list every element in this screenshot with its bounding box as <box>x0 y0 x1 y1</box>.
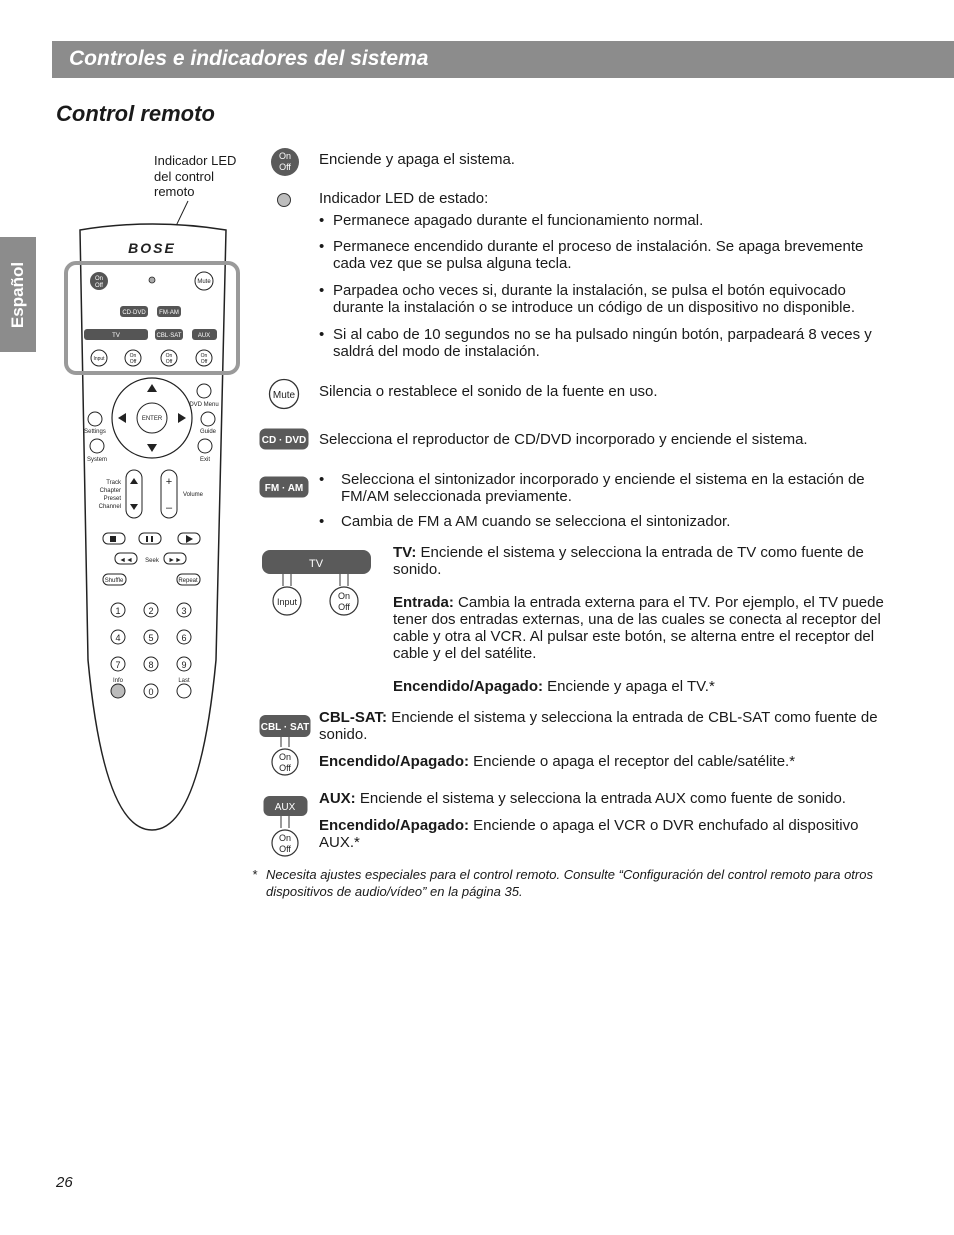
digit-4: 4 <box>115 633 121 643</box>
cblsat-onoff-off-text: Off <box>279 763 291 773</box>
tv-onoff-description <box>393 678 893 695</box>
remote-chapter-label: Chapter <box>99 488 121 494</box>
remote-cbl-off-label: Off <box>165 359 173 365</box>
remote-on-label: On <box>94 276 104 282</box>
remote-tv-label: TV <box>112 333 120 339</box>
entrada-description <box>393 594 893 662</box>
cblsat-buttons-icon <box>259 714 311 778</box>
led-callout-line1: Indicador LED <box>154 153 237 168</box>
aux-onoff-description <box>319 817 894 851</box>
digit-6: 6 <box>181 633 187 643</box>
tv-buttons-icon <box>261 548 373 618</box>
led-bullet-4: • Si al cabo de 10 segundos no se ha pulsado ningún botón, parpadeará 8 veces y saldrá del modo de instalación. <box>319 326 894 360</box>
led-indicator-icon <box>276 192 292 208</box>
remote-led <box>149 277 155 283</box>
tv-onoff-on-text: On <box>337 591 351 601</box>
aux-onoff-off-text: Off <box>279 844 291 854</box>
fmam-bullet-1-text: Selecciona el sintonizador incorporado y enciende el sistema en la estación de FM/AM seleccionada previamente. <box>341 471 865 505</box>
remote-repeat-label: Repeat <box>178 578 198 584</box>
led-bullet-4-text: Si al cabo de 10 segundos no se ha pulsado ningún botón, parpadeará 8 veces y saldrá del modo de instalación. <box>333 326 872 360</box>
aux-buttons-icon <box>263 795 309 859</box>
cddvd-icon-text: CD · DVD <box>261 435 307 446</box>
cddvd-button-icon <box>259 428 309 450</box>
page-number: 26 <box>56 1174 73 1191</box>
onoff-icon-off-text: Off <box>279 162 291 172</box>
remote-settings-button <box>88 412 102 426</box>
language-tab-label: Español <box>8 261 27 328</box>
cblsat-text: Enciende el sistema y selecciona la entrada de CBL-SAT como fuente de sonido. <box>319 709 878 743</box>
led-callout-line2: del control <box>154 169 214 184</box>
remote-off-label: Off <box>95 283 103 289</box>
led-bullet-1: • Permanece apagado durante el funcionamiento normal. <box>319 212 894 229</box>
remote-shuffle-label: Shuffle <box>104 578 124 584</box>
fmam-bullet-2: • Cambia de FM a AM cuando se selecciona el sintonizador. <box>319 513 894 530</box>
aux-icon-text: AUX <box>274 802 296 813</box>
cblsat-onoff-description <box>319 753 894 770</box>
cblsat-label: CBL-SAT: <box>319 709 388 726</box>
digit-8: 8 <box>148 660 154 670</box>
tv-text: Enciende el sistema y selecciona la entrada de TV como fuente de sonido. <box>393 544 864 578</box>
remote-channel-label: Channel <box>98 504 121 510</box>
volume-plus-icon: + <box>165 476 173 488</box>
led-bullet-2-text: Permanece encendido durante el proceso de instalación. Se apaga brevemente cada vez que se pulsa alguna tecla. <box>333 238 864 272</box>
aux-text: Enciende el sistema y selecciona la entrada AUX como fuente de sonido. <box>359 790 846 807</box>
remote-cblsat-label: CBL·SAT <box>156 333 182 339</box>
remote-exit-button <box>198 439 212 453</box>
onoff-description: Enciende y apaga el sistema. <box>319 151 515 168</box>
remote-guide-button <box>201 412 215 426</box>
remote-track-label: Track <box>106 480 121 486</box>
stop-icon <box>110 536 116 542</box>
digit-5: 5 <box>148 633 154 643</box>
language-tab <box>0 237 36 352</box>
section-header-bar <box>52 41 954 78</box>
mute-icon-text: Mute <box>272 390 296 401</box>
remote-guide-label: Guide <box>199 429 217 435</box>
remote-cddvd-label: CD·DVD <box>122 310 146 316</box>
fmam-button-icon <box>259 476 309 498</box>
entrada-label: Entrada: <box>393 594 454 611</box>
remote-last-button <box>177 684 191 698</box>
section-header-title: Controles e indicadores del sistema <box>69 47 429 70</box>
led-bullet-2: • Permanece encendido durante el proceso de instalación. Se apaga brevemente cada vez que se pulsa alguna tecla. <box>319 238 894 272</box>
remote-info-button <box>111 684 125 698</box>
pause-icon <box>146 536 148 542</box>
tv-icon-text: TV <box>308 558 324 570</box>
remote-tv-off-label: Off <box>129 359 137 365</box>
led-bullet-1-text: Permanece apagado durante el funcionamiento normal. <box>333 212 704 229</box>
seek-back-icon: ◄◄ <box>119 557 133 564</box>
led-bullet-3-text: Parpadea ocho veces si, durante la instalación, se pulsa el botón equivocado durante la instalación o se introduce un código de un dispositivo no disponible. <box>333 282 856 316</box>
aux-onoff-label: Encendido/Apagado: <box>319 817 469 834</box>
led-title: Indicador LED de estado: <box>319 190 489 207</box>
remote-cbl-on-label: On <box>165 353 173 359</box>
aux-onoff-on-text: On <box>278 833 292 843</box>
fmam-bullet-2-text: Cambia de FM a AM cuando se selecciona el sintonizador. <box>341 513 731 530</box>
cblsat-icon-text: CBL · SAT <box>260 722 310 733</box>
input-icon-text: Input <box>276 597 298 607</box>
tv-description <box>393 544 893 578</box>
tv-onoff-label: Encendido/Apagado: <box>393 678 543 695</box>
led-callout-line3: remoto <box>154 184 195 199</box>
remote-aux-label: AUX <box>197 333 211 339</box>
aux-label: AUX: <box>319 790 356 807</box>
fmam-icon-text: FM · AM <box>264 483 304 494</box>
footnote-marker: * <box>252 867 258 882</box>
tv-label: TV: <box>393 544 417 561</box>
remote-last-label: Last <box>178 678 190 684</box>
remote-preset-label: Preset <box>103 496 121 502</box>
page-title: Control remoto <box>56 101 215 126</box>
volume-minus-icon: – <box>165 502 173 514</box>
footnote-text: Necesita ajustes especiales para el control remoto. Consulte “Configuración del control remoto para otros dispositivos de audio/vídeo” en la página 35. <box>266 867 873 899</box>
mute-button-icon <box>268 378 300 410</box>
remote-body <box>80 224 226 830</box>
remote-system-label: System <box>86 457 108 463</box>
mute-description: Silencia o restablece el sonido de la fuente en uso. <box>319 383 658 400</box>
remote-aux-on-label: On <box>200 353 208 359</box>
cddvd-description: Selecciona el reproductor de CD/DVD incorporado y enciende el sistema. <box>319 431 808 448</box>
remote-pause-button <box>139 533 161 544</box>
remote-dvd-menu-label: DVD Menu <box>189 402 219 408</box>
remote-mute-label: Mute <box>197 279 211 285</box>
tv-onoff-off-text: Off <box>338 602 350 612</box>
remote-channel-rocker <box>126 470 142 518</box>
remote-info-label: Info <box>112 678 124 684</box>
remote-dvd-menu-button <box>197 384 211 398</box>
remote-aux-off-label: Off <box>200 359 208 365</box>
aux-onoff-text: Enciende o apaga el VCR o DVR enchufado al dispositivo AUX.* <box>319 817 859 851</box>
bose-logo: BOSE <box>128 240 176 256</box>
fmam-bullet-1: • Selecciona el sintonizador incorporado y enciende el sistema en la estación de FM/AM seleccionada previamente. <box>319 471 894 505</box>
aux-description <box>319 790 894 807</box>
remote-settings-label: Settings <box>84 429 106 435</box>
onoff-icon-on-text: On <box>278 151 292 161</box>
onoff-button-icon <box>270 147 300 177</box>
digit-3: 3 <box>181 606 187 616</box>
seek-forward-icon: ►► <box>168 557 182 564</box>
cblsat-onoff-text: Enciende o apaga el receptor del cable/satélite.* <box>473 753 796 770</box>
cblsat-description <box>319 709 894 743</box>
remote-exit-label: Exit <box>199 457 211 463</box>
led-bullet-3: • Parpadea ocho veces si, durante la instalación, se pulsa el botón equivocado durante la instalación o se introduce un código de un dispositivo no disponible. <box>319 282 894 316</box>
digit-0: 0 <box>148 687 154 697</box>
remote-input-label: Input <box>93 356 105 362</box>
remote-fmam-label: FM·AM <box>159 310 179 316</box>
tv-onoff-text: Enciende y apaga el TV.* <box>547 678 715 695</box>
remote-tv-on-label: On <box>129 353 137 359</box>
digit-1: 1 <box>115 606 121 616</box>
remote-seek-label: Seek <box>145 558 159 564</box>
remote-system-button <box>90 439 104 453</box>
remote-control-illustration <box>60 148 250 838</box>
digit-2: 2 <box>148 606 154 616</box>
digit-7: 7 <box>115 660 121 670</box>
digit-9: 9 <box>181 660 187 670</box>
entrada-text: Cambia la entrada externa para el TV. Por ejemplo, el TV puede tener dos entradas externas, una de las cuales se conecta al receptor del cable y otra al VCR. Al pulsar este botón, se alterna entre el receptor del cable y el del satélite. <box>393 594 884 662</box>
remote-volume-label: Volume <box>183 492 204 498</box>
cblsat-onoff-label: Encendido/Apagado: <box>319 753 469 770</box>
remote-enter-label: ENTER <box>141 416 163 422</box>
cblsat-onoff-on-text: On <box>278 752 292 762</box>
